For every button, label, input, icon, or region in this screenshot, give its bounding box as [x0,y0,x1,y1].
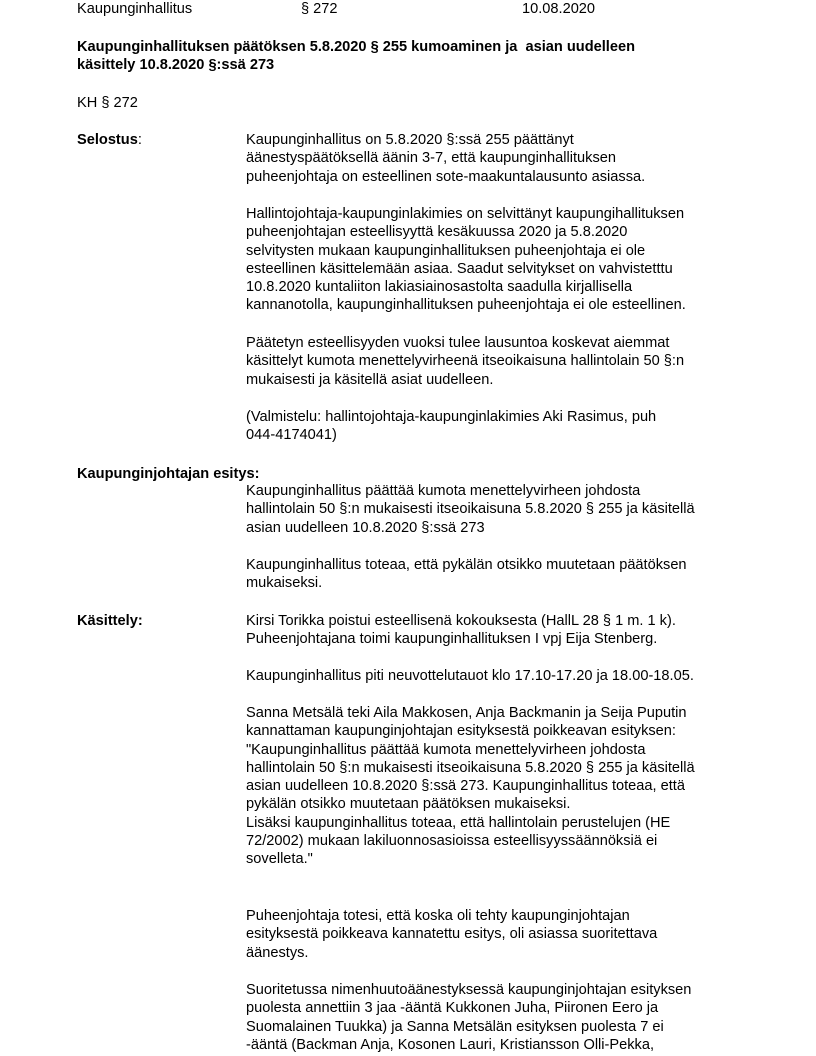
selostus-label-colon: : [137,132,142,148]
selostus-label-text: Selostus [77,132,138,148]
kasittely-paragraph-2: Kaupunginhallitus piti neuvottelutauot klo 17.10-17.20 ja 18.00-18.05. [246,668,694,684]
kasittely-paragraph-1: Kirsi Torikka poistui esteellisenä kokouksesta (HallL 28 § 1 m. 1 k). Puheenjohtajana toimi kaupunginhallituksen I vpj Eija Stenberg. [246,613,676,648]
esitys-paragraph-2: Kaupunginhallitus toteaa, että pykälän otsikko muutetaan päätöksen mukaiseksi. [246,557,687,592]
selostus-label [77,131,142,149]
kasittely-paragraph-5: Suoritetussa nimenhuutoäänestyksessä kaupunginjohtajan esityksen puolesta annettiin 3 jaa -ääntä Kukkonen Juha, Piironen Eero ja Suomalainen Tuukka) ja Sanna Metsälän esityksen puolesta 7 ei -ääntä (Backman Anja, Kosonen Lauri, Kristiansson Olli-Pekka, [246,982,692,1053]
selostus-paragraph-1: Kaupunginhallitus on 5.8.2020 §:ssä 255 päättänyt äänestyspäätöksellä äänin 3-7, että kaupunginhallituksen puheenjohtaja on esteellinen sote-maakuntalausunto asiassa. [246,132,646,185]
document-title: Kaupunginhallituksen päätöksen 5.8.2020 § 255 kumoaminen ja asian uudelleen käsittely 10.8.2020 §:ssä 273 [77,39,635,73]
kasittely-paragraph-4: Puheenjohtaja totesi, että koska oli tehty kaupunginjohtajan esityksestä poikkeava kannatettu esitys, oli asiassa suoritettava äänestys. [246,908,658,961]
esitys-label: Kaupunginjohtajan esitys: [77,466,260,482]
kasittely-paragraph-3: Sanna Metsälä teki Aila Makkosen, Anja Backmanin ja Seija Puputin kannattaman kaupunginjohtajan esityksestä poikkeavan esityksen: "Kaupunginhallitus päättää kumota menettelyvirheen johdosta hallintolain 50 §:n mukaisesti itseoikaisuna 5.8.2020 § 255 ja käsitellä asian uudelleen 10.8.2020 §:ssä 273. Kaupunginhallitus toteaa, että pykälän otsikko muutetaan päätöksen mukaiseksi. Lisäksi kaupunginhallitus toteaa, että hallintolain perustelujen (HE 72/2002) mukaan lakiluonnosasioissa esteellisyyssäännöksiä ei sovelleta." [246,705,695,868]
header-body: Kaupunginhallitus [77,1,193,17]
selostus-paragraph-2: Hallintojohtaja-kaupunginlakimies on selvittänyt kaupungihallituksen puheenjohtajan esteellisyyttä kesäkuussa 2020 ja 5.8.2020 selvitysten mukaan kaupunginhallituksen puheenjohtaja ei ole esteellinen käsittelemään asiaa. Saadut selvitykset on vahvistetttu 10.8.2020 kuntaliiton lakiasiainosastolta saadulla kirjallisella kannanotolla, kaupunginhallituksen puheenjohtaja ei ole esteellinen. [246,206,686,314]
esitys-paragraph-1: Kaupunginhallitus päättää kumota menettelyvirheen johdosta hallintolain 50 §:n mukaisesti itseoikaisuna 5.8.2020 § 255 ja käsitellä asian uudelleen 10.8.2020 §:ssä 273 [246,483,695,536]
section-reference: KH § 272 [77,95,138,111]
kasittely-label: Käsittely: [77,613,143,629]
header-date: 10.08.2020 [522,1,596,17]
selostus-paragraph-3: Päätetyn esteellisyyden vuoksi tulee lausuntoa koskevat aiemmat käsittelyt kumota menettelyvirheenä itseoikaisuna hallintolain 50 §:n mukaisesti ja käsitellä asiat uudelleen. [246,335,685,388]
selostus-paragraph-4: (Valmistelu: hallintojohtaja-kaupunginlakimies Aki Rasimus, puh 044-4174041) [246,409,657,444]
header-section: § 272 [301,1,338,17]
